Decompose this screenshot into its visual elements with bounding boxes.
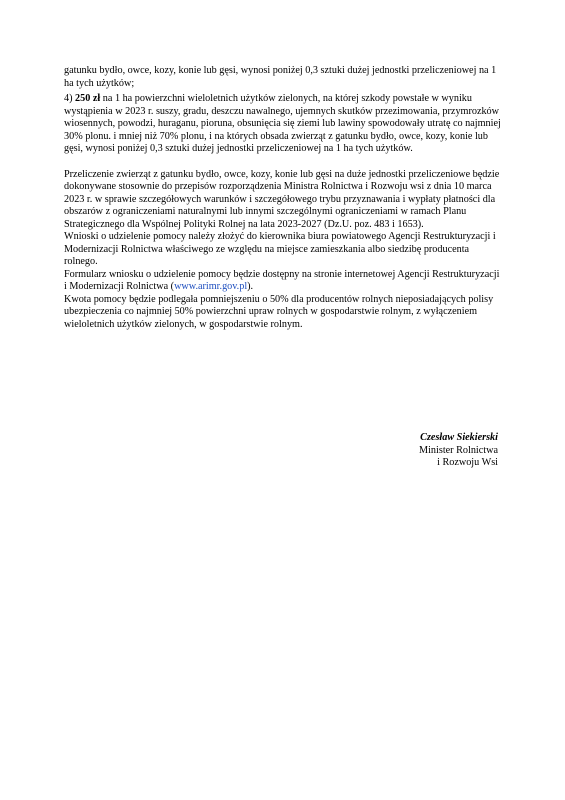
point-amount: 250 zł (75, 93, 101, 104)
paragraph-point-4 (64, 93, 504, 156)
signatory-title-line-1: Minister Rolnictwa (419, 444, 498, 456)
paragraph-conversion: Przeliczenie zwierząt z gatunku bydło, owce, kozy, konie lub gęsi na duże jednostki przeliczeniowe będzie dokonywane stosownie do przepisów rozporządzenia Ministra Rolnictwa i Rozwoju wsi z dnia 10 marca 2023 r. w sprawie szczegółowych warunków i szczegółowego trybu przyznawania i wypłaty płatności dla obszarów z ograniczeniami naturalnymi lub innymi szczególnymi ograniczeniami w ramach Planu Strategicznego dla Wspólnej Polityki Rolnej na lata 2023-2027 (Dz.U. poz. 483 i 1653). (64, 168, 500, 230)
paragraph-applications: Wnioski o udzielenie pomocy należy złożyć do kierownika biura powiatowego Agencji Restrukturyzacji i Modernizacji Rolnictwa właściwego ze względu na miejsce zamieszkania albo siedzibę producenta rolnego. (64, 231, 496, 267)
signatory-title-line-2: i Rozwoju Wsi (437, 457, 498, 468)
form-text: Formularz wniosku o udzielenie pomocy będzie dostępny na stronie internetowej Agencji Restrukturyzacji i Modernizacji Rolnictwa ( (64, 268, 500, 292)
point-number: 4) (64, 93, 76, 104)
point-text: na 1 ha powierzchni wieloletnich użytków zielonych, na której szkody powstałe w wyniku wystąpienia w 2023 r. suszy, gradu, deszczu nawalnego, ujemnych skutków przezimowania, przymrozków wiosennych, powodzi, huraganu, pioruna, obsunięcia się ziemi lub lawiny spowodowały utratę co najmniej 30% plonu. i mniej niż 70% plonu, i na których obsada zwierząt z gatunku bydło, owce, kozy, konie lub gęsi, wynosi poniżej 0,3 sztuki dużej jednostki przeliczeniowej na 1 ha tych użytków. (64, 93, 501, 154)
paragraph-continuation: gatunku bydło, owce, kozy, konie lub gęsi, wynosi poniżej 0,3 sztuki dużej jednostki przeliczeniowej na 1 ha tych użytków; (64, 65, 497, 89)
paragraph-reduction: Kwota pomocy będzie podlegała pomniejszeniu o 50% dla producentów rolnych nieposiadających polisy ubezpieczenia co najmniej 50% powierzchni upraw rolnych w gospodarstwie rolnym, z wyłączeniem wieloletnich użytków zielonych, w gospodarstwie rolnym. (64, 293, 494, 330)
document-body (64, 65, 504, 331)
signatory-name: Czesław Siekierski (420, 432, 498, 443)
arimr-link[interactable]: www.arimr.gov.pl (174, 281, 248, 292)
form-text-end: ). (247, 281, 254, 292)
paragraph-form (64, 269, 504, 294)
signature-block (419, 432, 498, 470)
